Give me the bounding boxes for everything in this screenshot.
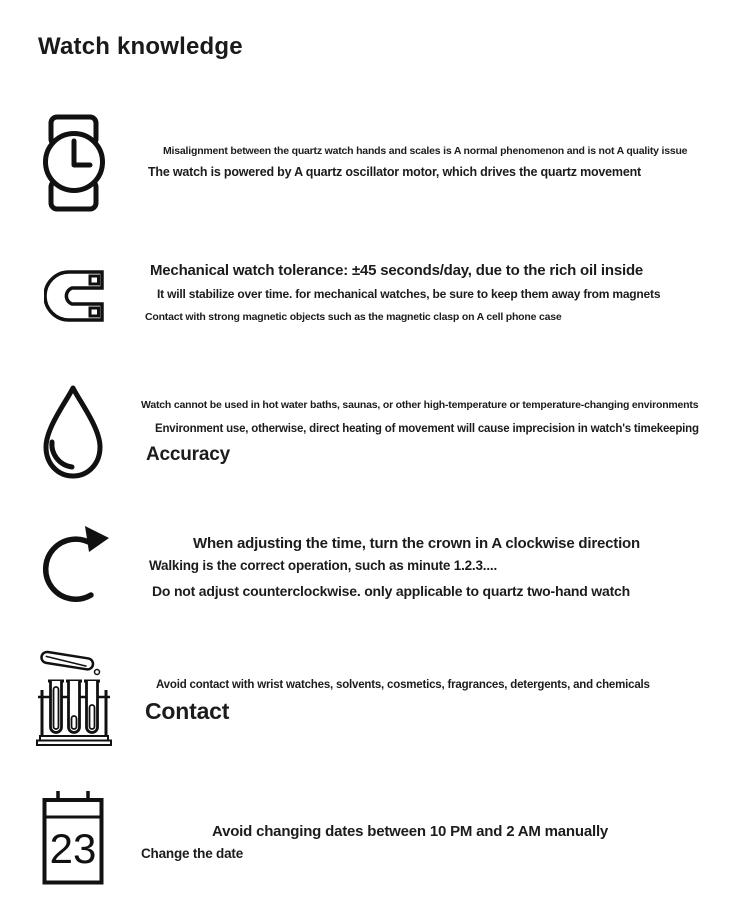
calendar-icon — [42, 791, 104, 885]
environment-use-text: Environment use, otherwise, direct heating of movement will cause imprecision in watch's timekeeping — [155, 423, 699, 435]
magnet-icon — [44, 270, 104, 322]
water-drop-icon — [40, 383, 106, 480]
magnetic-objects-text: Contact with strong magnetic objects such as the magnetic clasp on A cell phone case — [145, 311, 562, 323]
calendar-day-number: 23 — [49, 825, 97, 872]
change-the-date-text: Change the date — [141, 846, 244, 861]
accuracy-heading: Accuracy — [146, 444, 230, 465]
keep-away-magnets-text: It will stabilize over time. for mechanical watches, be sure to keep them away from magnets — [157, 287, 661, 301]
turn-crown-clockwise-text: When adjusting the time, turn the crown in A clockwise direction — [193, 535, 640, 552]
clockwise-arrow-icon — [42, 524, 110, 606]
avoid-chemicals-text: Avoid contact with wrist watches, solvents, cosmetics, fragrances, detergents, and chemicals — [156, 679, 650, 691]
contact-heading: Contact — [145, 698, 230, 724]
no-counterclockwise-text: Do not adjust counterclockwise. only applicable to quartz two-hand watch — [152, 583, 630, 599]
quartz-movement-text: The watch is powered by A quartz oscillator motor, which drives the quartz movement — [148, 165, 641, 179]
correct-operation-text: Walking is the correct operation, such as minute 1.2.3.... — [149, 558, 497, 573]
avoid-changing-dates-text: Avoid changing dates between 10 PM and 2 AM manually — [212, 823, 609, 840]
page-title: Watch knowledge — [38, 33, 243, 60]
test-tubes-icon — [36, 650, 112, 746]
quartz-misalignment-note: Misalignment between the quartz watch hands and scales is A normal phenomenon and is not A quality issue — [163, 145, 688, 157]
wrist-watch-icon — [42, 114, 106, 212]
hot-water-warning-text: Watch cannot be used in hot water baths, saunas, or other high-temperature or temperature-changing environments — [141, 399, 699, 411]
mechanical-tolerance-text: Mechanical watch tolerance: ±45 seconds/day, due to the rich oil inside — [150, 262, 644, 279]
